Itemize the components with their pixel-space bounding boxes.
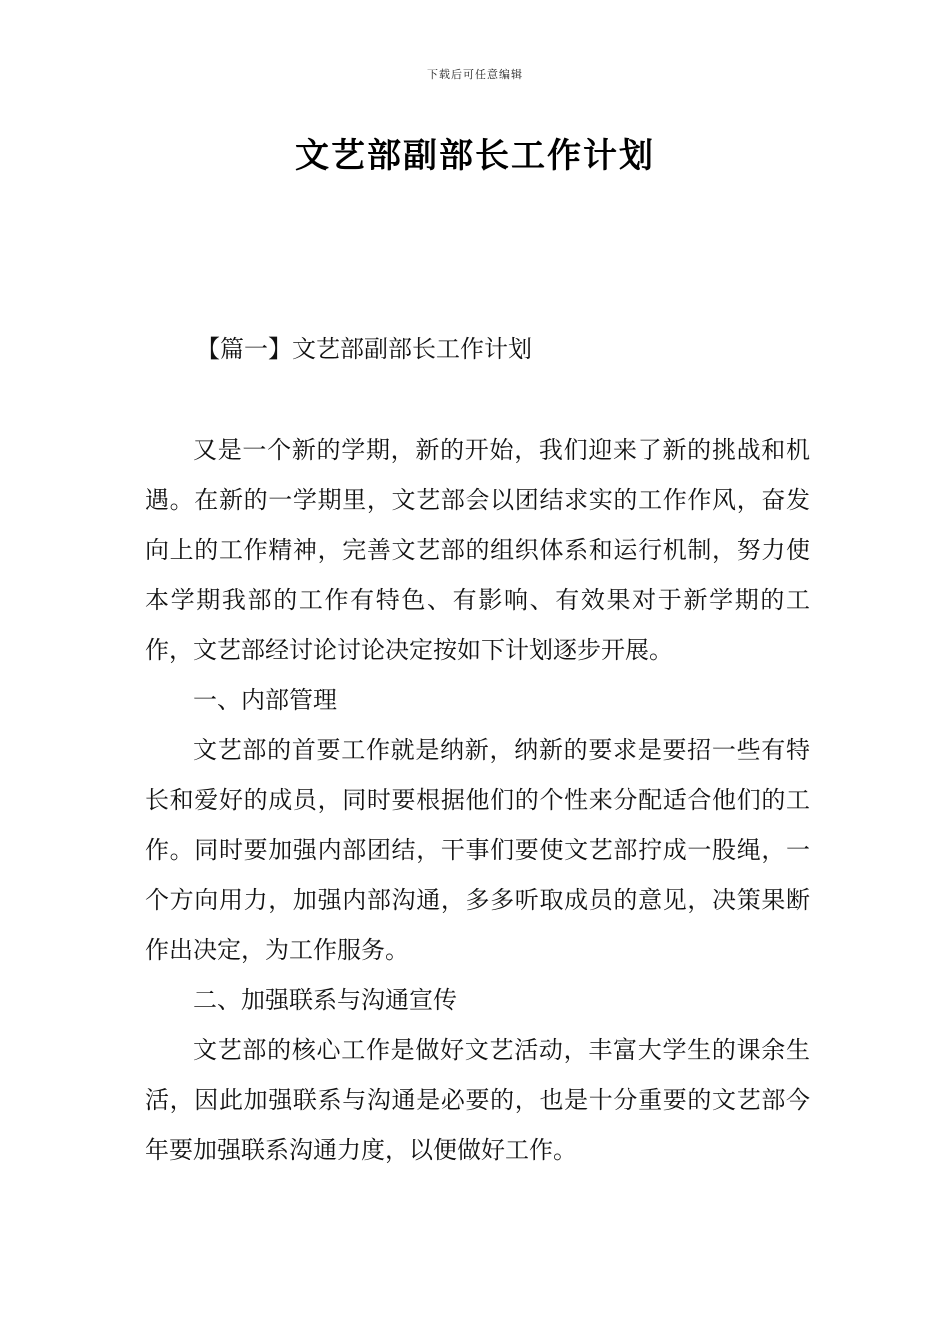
header-note: 下载后可任意编辑	[427, 68, 523, 81]
paragraph-communication: 文艺部的核心工作是做好文艺活动，丰富大学生的课余生活，因此加强联系与沟通是必要的，也是十分重要的文艺部今年要加强联系沟通力度，以便做好工作。	[145, 1036, 810, 1164]
subheading-internal-management: 一、内部管理	[193, 686, 337, 714]
document-title: 文艺部副部长工作计划	[295, 136, 655, 176]
section-heading: 【篇一】文艺部副部长工作计划	[196, 335, 532, 363]
paragraph-intro: 又是一个新的学期，新的开始，我们迎来了新的挑战和机遇。在新的一学期里，文艺部会以团结求实的工作作风，奋发向上的工作精神，完善文艺部的组织体系和运行机制，努力使本学期我部的工作有特色、有影响、有效果对于新学期的工作，文艺部经讨论讨论决定按如下计划逐步开展。	[145, 436, 810, 664]
paragraph-internal-management: 文艺部的首要工作就是纳新，纳新的要求是要招一些有特长和爱好的成员，同时要根据他们的个性来分配适合他们的工作。同时要加强内部团结，干事们要使文艺部拧成一股绳，一个方向用力，加强内部沟通，多多听取成员的意见，决策果断作出决定，为工作服务。	[145, 736, 810, 964]
subheading-communication: 二、加强联系与沟通宣传	[193, 986, 457, 1014]
document-body	[145, 425, 810, 1175]
